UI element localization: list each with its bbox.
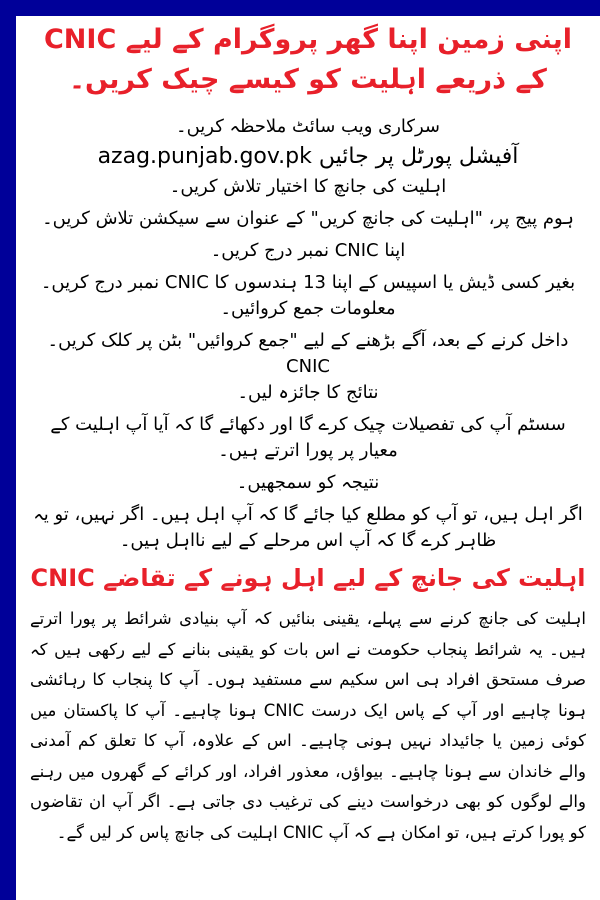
portal-line	[30, 142, 586, 172]
step-click-submit: داخل کرنے کے بعد، آگے بڑھنے کے لیے "جمع کروائیں" بٹن پر کلک کریں۔ CNIC	[47, 330, 569, 377]
step-enter-cnic: اپنا CNIC نمبر درج کریں۔	[210, 240, 406, 261]
step-understand-result: نتیجہ کو سمجھیں۔	[236, 472, 380, 493]
step-visit-site: سرکاری ویب سائٹ ملاحظہ کریں۔	[176, 116, 440, 137]
portal-label: آفیشل پورٹل پر جائیں	[318, 144, 519, 169]
step-submit-info: معلومات جمع کروائیں۔	[220, 298, 396, 319]
step-homepage-section: ہوم پیج پر، "اہلیت کی جانچ کریں" کے عنوان سے سیکشن تلاش کریں۔	[42, 208, 574, 229]
step-eligibility-outcome: اگر اہل ہیں، تو آپ کو مطلع کیا جائے گا کہ آپ اہل ہیں۔ اگر نہیں، تو یہ ظاہر کرے گا کہ آپ اس مرحلے کے لیے نااہل ہیں۔	[33, 504, 583, 551]
step-review-results: نتائج کا جائزہ لیں۔	[237, 382, 379, 403]
requirements-heading: اہلیت کی جانچ کے لیے اہل ہونے کے تقاضے CNIC	[30, 564, 586, 592]
article-panel	[16, 16, 600, 900]
page-title: اپنی زمین اپنا گھر پروگرام کے لیے CNIC کے ذریعے اہلیت کو کیسے چیک کریں۔	[43, 24, 573, 95]
requirements-paragraph: اہلیت کی جانچ کرنے سے پہلے، یقینی بنائیں کہ آپ بنیادی شرائط پر پورا اترتے ہیں۔ یہ شرائط پنجاب حکومت نے اس بات کو یقینی بنانے کے لیے رکھی ہیں کہ صرف مستحق افراد ہی اس سکیم سے مستفید ہوں۔ آپ کا پنجاب کا رہائشی ہونا چاہیے اور آپ کے پاس ایک درست CNIC ہونا چاہیے۔ آپ کا پاکستان میں کوئی زمین یا جائیداد نہیں ہونی چاہیے۔ اس کے علاوہ، آپ کا تعلق کم آمدنی والے خاندان سے ہونا چاہیے۔ بیواؤں، معذور افراد، اور کرائے کے گھروں میں رہنے والے لوگوں کو بھی درخواست دینے کی ترغیب دی جاتی ہے۔ اگر آپ ان تقاضوں کو پورا کرتے ہیں، تو امکان ہے کہ آپ CNIC اہلیت کی جانچ پاس کر لیں گے۔	[30, 609, 586, 842]
portal-url: azag.punjab.gov.pk	[97, 144, 312, 169]
step-find-option: اہلیت کی جانچ کا اختیار تلاش کریں۔	[169, 176, 447, 197]
step-enter-13-digits: بغیر کسی ڈیش یا اسپیس کے اپنا 13 ہندسوں کا CNIC نمبر درج کریں۔	[40, 272, 576, 293]
step-system-check: سسٹم آپ کی تفصیلات چیک کرے گا اور دکھائے گا کہ آیا آپ اہلیت کے معیار پر پورا اترتے ہیں۔	[50, 414, 566, 461]
